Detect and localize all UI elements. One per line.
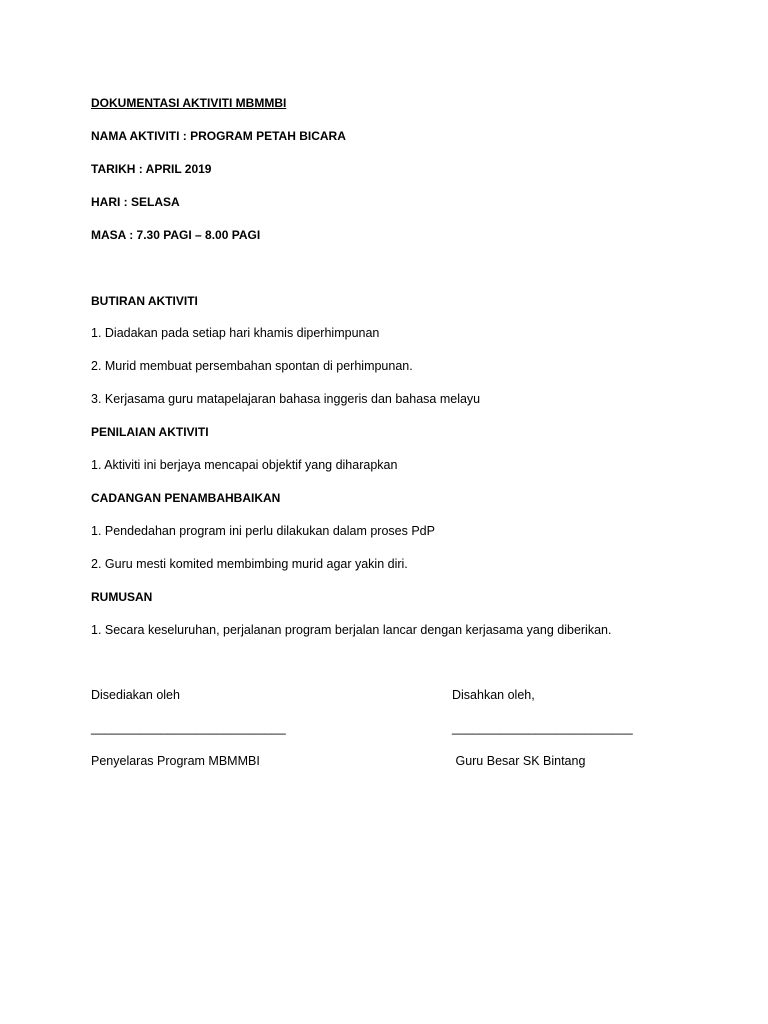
- document-title: DOKUMENTASI AKTIVITI MBMMBI: [91, 96, 287, 110]
- list-item: 1. Diadakan pada setiap hari khamis diperhimpunan: [91, 326, 380, 340]
- info-tarikh: TARIKH : APRIL 2019: [91, 162, 212, 176]
- list-item: 2. Guru mesti komited membimbing murid agar yakin diri.: [91, 557, 408, 571]
- list-item: 3. Kerjasama guru matapelajaran bahasa inggeris dan bahasa melayu: [91, 392, 481, 406]
- info-nama-aktiviti: NAMA AKTIVITI : PROGRAM PETAH BICARA: [91, 129, 346, 143]
- signature-right-label: Disahkan oleh,: [452, 688, 535, 702]
- signature-left-role: Penyelaras Program MBMMBI: [91, 754, 260, 768]
- section-heading-penilaian: PENILAIAN AKTIVITI: [91, 425, 209, 439]
- section-heading-rumusan: RUMUSAN: [91, 590, 153, 604]
- list-item: 1. Aktiviti ini berjaya mencapai objektif yang diharapkan: [91, 458, 398, 472]
- signature-right-line: __________________________: [452, 721, 633, 735]
- section-heading-cadangan: CADANGAN PENAMBAHBAIKAN: [91, 491, 281, 505]
- signature-left-line: ____________________________: [91, 721, 286, 735]
- signature-left-label: Disediakan oleh: [91, 688, 180, 702]
- section-heading-butiran: BUTIRAN AKTIVITI: [91, 294, 198, 308]
- list-item: 1. Pendedahan program ini perlu dilakukan dalam proses PdP: [91, 524, 435, 538]
- info-hari: HARI : SELASA: [91, 195, 180, 209]
- list-item: 2. Murid membuat persembahan spontan di perhimpunan.: [91, 359, 413, 373]
- list-item: 1. Secara keseluruhan, perjalanan program berjalan lancar dengan kerjasama yang diberikan.: [91, 623, 612, 637]
- signature-right-role: Guru Besar SK Bintang: [452, 754, 586, 768]
- info-masa: MASA : 7.30 PAGI – 8.00 PAGI: [91, 228, 261, 242]
